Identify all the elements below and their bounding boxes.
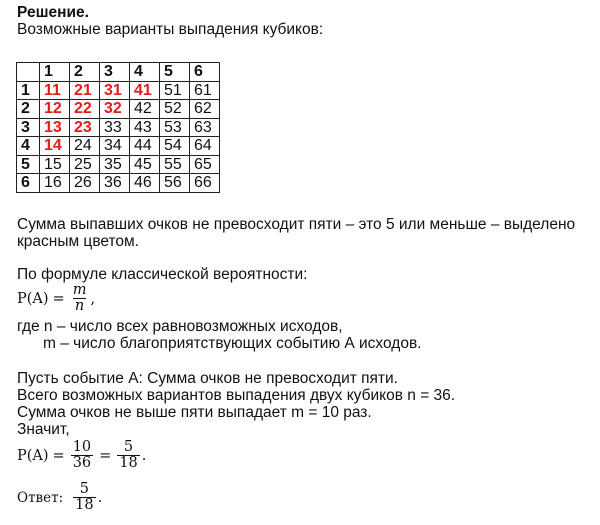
outcome-cell: 65 — [190, 155, 220, 174]
result-eq-1: = — [52, 447, 65, 464]
dice-outcomes-table — [16, 62, 220, 193]
column-header: 2 — [70, 63, 100, 82]
outcome-cell: 33 — [100, 118, 130, 137]
result-formula — [17, 440, 146, 471]
outcome-cell: 43 — [130, 118, 160, 137]
formula-denominator: n — [74, 298, 85, 314]
row-header: 5 — [17, 155, 40, 174]
outcome-cell: 62 — [190, 100, 220, 119]
result-lhs: P(A) — [17, 447, 49, 464]
answer-tail: . — [97, 489, 103, 506]
highlighted-outcome-cell: 12 — [40, 100, 70, 119]
sum-note-line-2: красным цветом. — [17, 233, 139, 250]
outcome-cell: 34 — [100, 137, 130, 156]
formula-lhs: P(A) — [17, 290, 49, 307]
intro-text: Возможные варианты выпадения кубиков: — [17, 21, 324, 38]
outcome-cell: 52 — [160, 100, 190, 119]
formula-eq: = — [52, 290, 65, 307]
table-row — [17, 118, 220, 137]
formula-fraction — [71, 283, 89, 314]
favorable-outcomes: Сумма очков не выше пяти выпадает m = 10 раз. — [17, 404, 372, 421]
solution-heading: Решение. — [17, 4, 89, 21]
outcome-cell: 44 — [130, 137, 160, 156]
formula-tail: , — [90, 290, 96, 307]
outcome-cell: 46 — [130, 174, 160, 193]
outcome-cell: 51 — [160, 81, 190, 100]
outcome-cell: 26 — [70, 174, 100, 193]
outcome-cell: 16 — [40, 174, 70, 193]
classic-title: По формуле классической вероятности: — [17, 266, 308, 283]
answer-line — [17, 482, 102, 513]
result-eq-2: = — [99, 447, 112, 464]
outcome-cell: 53 — [160, 118, 190, 137]
outcome-cell: 66 — [190, 174, 220, 193]
outcome-cell: 36 — [100, 174, 130, 193]
therefore-text: Значит, — [17, 421, 70, 438]
row-header: 3 — [17, 118, 40, 137]
answer-fraction — [73, 482, 95, 513]
outcome-cell: 56 — [160, 174, 190, 193]
formula-numerator: m — [72, 282, 87, 298]
outcome-cell: 15 — [40, 155, 70, 174]
event-definition: Пусть событие А: Сумма очков не превосходит пяти. — [17, 370, 398, 387]
column-header: 4 — [130, 63, 160, 82]
table-row — [17, 81, 220, 100]
result-denominator-2: 18 — [119, 455, 138, 471]
result-fraction-1 — [71, 440, 93, 471]
where-m: m – число благоприятствующих событию А исходов. — [43, 335, 422, 352]
highlighted-outcome-cell: 41 — [130, 81, 160, 100]
outcome-cell: 61 — [190, 81, 220, 100]
outcome-cell: 25 — [70, 155, 100, 174]
table-row — [17, 174, 220, 193]
row-header: 4 — [17, 137, 40, 156]
highlighted-outcome-cell: 23 — [70, 118, 100, 137]
answer-label: Ответ: — [17, 489, 64, 506]
table-row — [17, 100, 220, 119]
total-outcomes: Всего возможных вариантов выпадения двух кубиков n = 36. — [17, 387, 456, 404]
highlighted-outcome-cell: 11 — [40, 81, 70, 100]
highlighted-outcome-cell: 21 — [70, 81, 100, 100]
result-numerator-2: 5 — [123, 439, 134, 455]
result-fraction-2 — [117, 440, 139, 471]
outcome-cell: 54 — [160, 137, 190, 156]
outcome-cell: 55 — [160, 155, 190, 174]
outcome-cell: 24 — [70, 137, 100, 156]
result-denominator-1: 36 — [72, 455, 92, 471]
highlighted-outcome-cell: 32 — [100, 100, 130, 119]
column-header: 3 — [100, 63, 130, 82]
outcome-cell: 64 — [190, 137, 220, 156]
row-header: 1 — [17, 81, 40, 100]
row-header: 2 — [17, 100, 40, 119]
highlighted-outcome-cell: 22 — [70, 100, 100, 119]
highlighted-outcome-cell: 31 — [100, 81, 130, 100]
column-header: 1 — [40, 63, 70, 82]
outcome-cell: 35 — [100, 155, 130, 174]
where-n: где n – число всех равновозможных исходов, — [17, 318, 343, 335]
highlighted-outcome-cell: 14 — [40, 137, 70, 156]
outcome-cell: 63 — [190, 118, 220, 137]
answer-denominator: 18 — [75, 497, 94, 513]
table-row — [17, 155, 220, 174]
table-row — [17, 137, 220, 156]
row-header: 6 — [17, 174, 40, 193]
answer-numerator: 5 — [79, 481, 89, 497]
result-numerator-1: 10 — [72, 439, 92, 455]
highlighted-outcome-cell: 13 — [40, 118, 70, 137]
outcome-cell: 45 — [130, 155, 160, 174]
table-header-row — [17, 63, 220, 82]
outcome-cell: 42 — [130, 100, 160, 119]
column-header: 6 — [190, 63, 220, 82]
classic-formula — [17, 283, 95, 314]
table-corner-cell — [17, 63, 40, 82]
column-header: 5 — [160, 63, 190, 82]
sum-note-line-1: Сумма выпавших очков не превосходит пяти – это 5 или меньше – выделено — [17, 216, 576, 233]
result-tail: . — [141, 447, 147, 464]
